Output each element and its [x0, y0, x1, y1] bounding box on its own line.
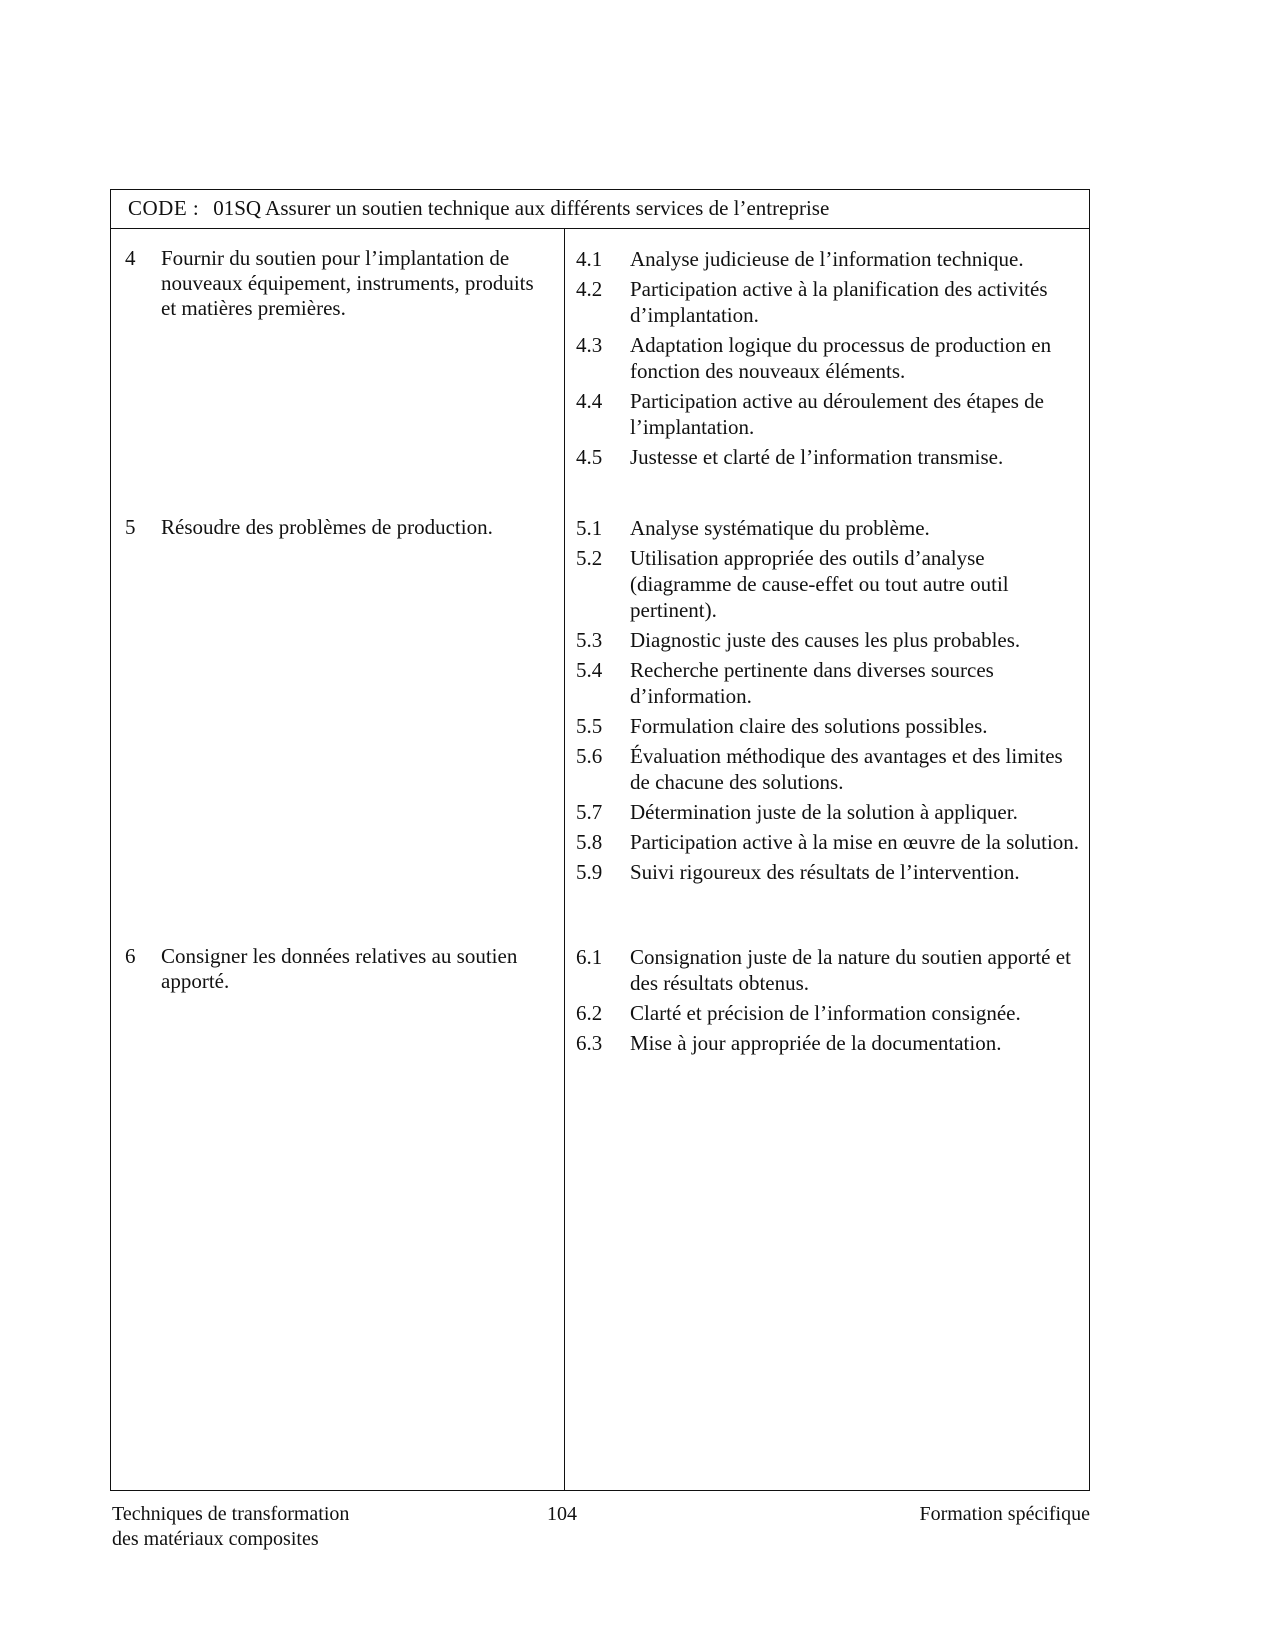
task-number: 6: [125, 944, 136, 968]
criterion-number: 6.3: [576, 1031, 603, 1055]
task-number: 4: [125, 246, 136, 270]
criterion: [576, 743, 1086, 795]
footer-section: Formation spécifique: [919, 1503, 1090, 1525]
criterion: [576, 713, 1086, 739]
criterion: [576, 1000, 1086, 1026]
criterion-number: 5.6: [576, 744, 603, 768]
criterion: [576, 627, 1086, 653]
criterion-text: Adaptation logique du processus de production en fonction des nouveaux éléments.: [630, 333, 1052, 383]
criterion-text: Analyse judicieuse de l’information technique.: [630, 247, 1024, 271]
criteria-group-5: [576, 515, 1086, 889]
criterion-text: Recherche pertinente dans diverses sources d’information.: [630, 658, 994, 708]
criterion: [576, 657, 1086, 709]
criterion-text: Consignation juste de la nature du soutien apporté et des résultats obtenus.: [630, 945, 1071, 995]
criterion: [576, 859, 1086, 885]
task-text: Résoudre des problèmes de production.: [161, 515, 493, 539]
task-text: Consigner les données relatives au soutien apporté.: [161, 944, 518, 993]
criterion-text: Justesse et clarté de l’information transmise.: [630, 445, 1004, 469]
criteria-group-6: [576, 944, 1086, 1060]
criterion-text: Détermination juste de la solution à appliquer.: [630, 800, 1018, 824]
footer-program-line1: Techniques de transformation: [112, 1503, 350, 1525]
criterion: [576, 388, 1086, 440]
task-number: 5: [125, 515, 136, 539]
criterion-text: Utilisation appropriée des outils d’analyse (diagramme de cause-effet ou tout autre outil pertinent).: [630, 546, 1009, 622]
criterion-text: Évaluation méthodique des avantages et des limites de chacune des solutions.: [630, 744, 1063, 794]
code-header: [111, 190, 1089, 229]
criterion-text: Diagnostic juste des causes les plus probables.: [630, 628, 1021, 652]
criterion: [576, 246, 1086, 272]
criterion-text: Clarté et précision de l’information consignée.: [630, 1001, 1021, 1025]
footer-program-line2: des matériaux composites: [112, 1528, 319, 1550]
criterion-number: 6.2: [576, 1001, 603, 1025]
criterion-number: 4.2: [576, 277, 603, 301]
criterion: [576, 444, 1086, 470]
criterion-number: 5.3: [576, 628, 603, 652]
criterion: [576, 944, 1086, 996]
page-number: 104: [547, 1503, 577, 1525]
criterion: [576, 332, 1086, 384]
criteria-group-4: [576, 246, 1086, 474]
criterion-text: Formulation claire des solutions possibles.: [630, 714, 988, 738]
criterion-text: Participation active au déroulement des étapes de l’implantation.: [630, 389, 1045, 439]
criterion: [576, 1030, 1086, 1056]
criterion-number: 5.5: [576, 714, 603, 738]
criterion-number: 5.7: [576, 800, 603, 824]
criterion: [576, 829, 1086, 855]
criterion-number: 5.2: [576, 546, 603, 570]
criterion-number: 4.4: [576, 389, 603, 413]
criterion-text: Analyse systématique du problème.: [630, 516, 930, 540]
criterion-number: 5.4: [576, 658, 603, 682]
criterion-number: 4.1: [576, 247, 603, 271]
criterion-text: Participation active à la planification des activités d’implantation.: [630, 277, 1048, 327]
criterion-number: 5.1: [576, 516, 603, 540]
competency-table: [110, 189, 1090, 1491]
criterion-number: 6.1: [576, 945, 603, 969]
code-label: CODE :: [128, 196, 200, 220]
task-text: Fournir du soutien pour l’implantation de nouveaux équipement, instruments, produits et matières premières.: [161, 246, 534, 320]
code-title: 01SQ Assurer un soutien technique aux différents services de l’entreprise: [213, 196, 830, 220]
column-divider: [564, 228, 565, 1490]
criterion-number: 5.8: [576, 830, 603, 854]
criterion: [576, 545, 1086, 623]
criterion: [576, 799, 1086, 825]
criterion-text: Mise à jour appropriée de la documentation.: [630, 1031, 1002, 1055]
criterion-text: Suivi rigoureux des résultats de l’intervention.: [630, 860, 1020, 884]
criterion-number: 4.5: [576, 445, 603, 469]
criterion: [576, 515, 1086, 541]
criterion-text: Participation active à la mise en œuvre de la solution.: [630, 830, 1080, 854]
footer-program: [112, 1502, 349, 1552]
criterion-number: 5.9: [576, 860, 603, 884]
criterion: [576, 276, 1086, 328]
criterion-number: 4.3: [576, 333, 603, 357]
